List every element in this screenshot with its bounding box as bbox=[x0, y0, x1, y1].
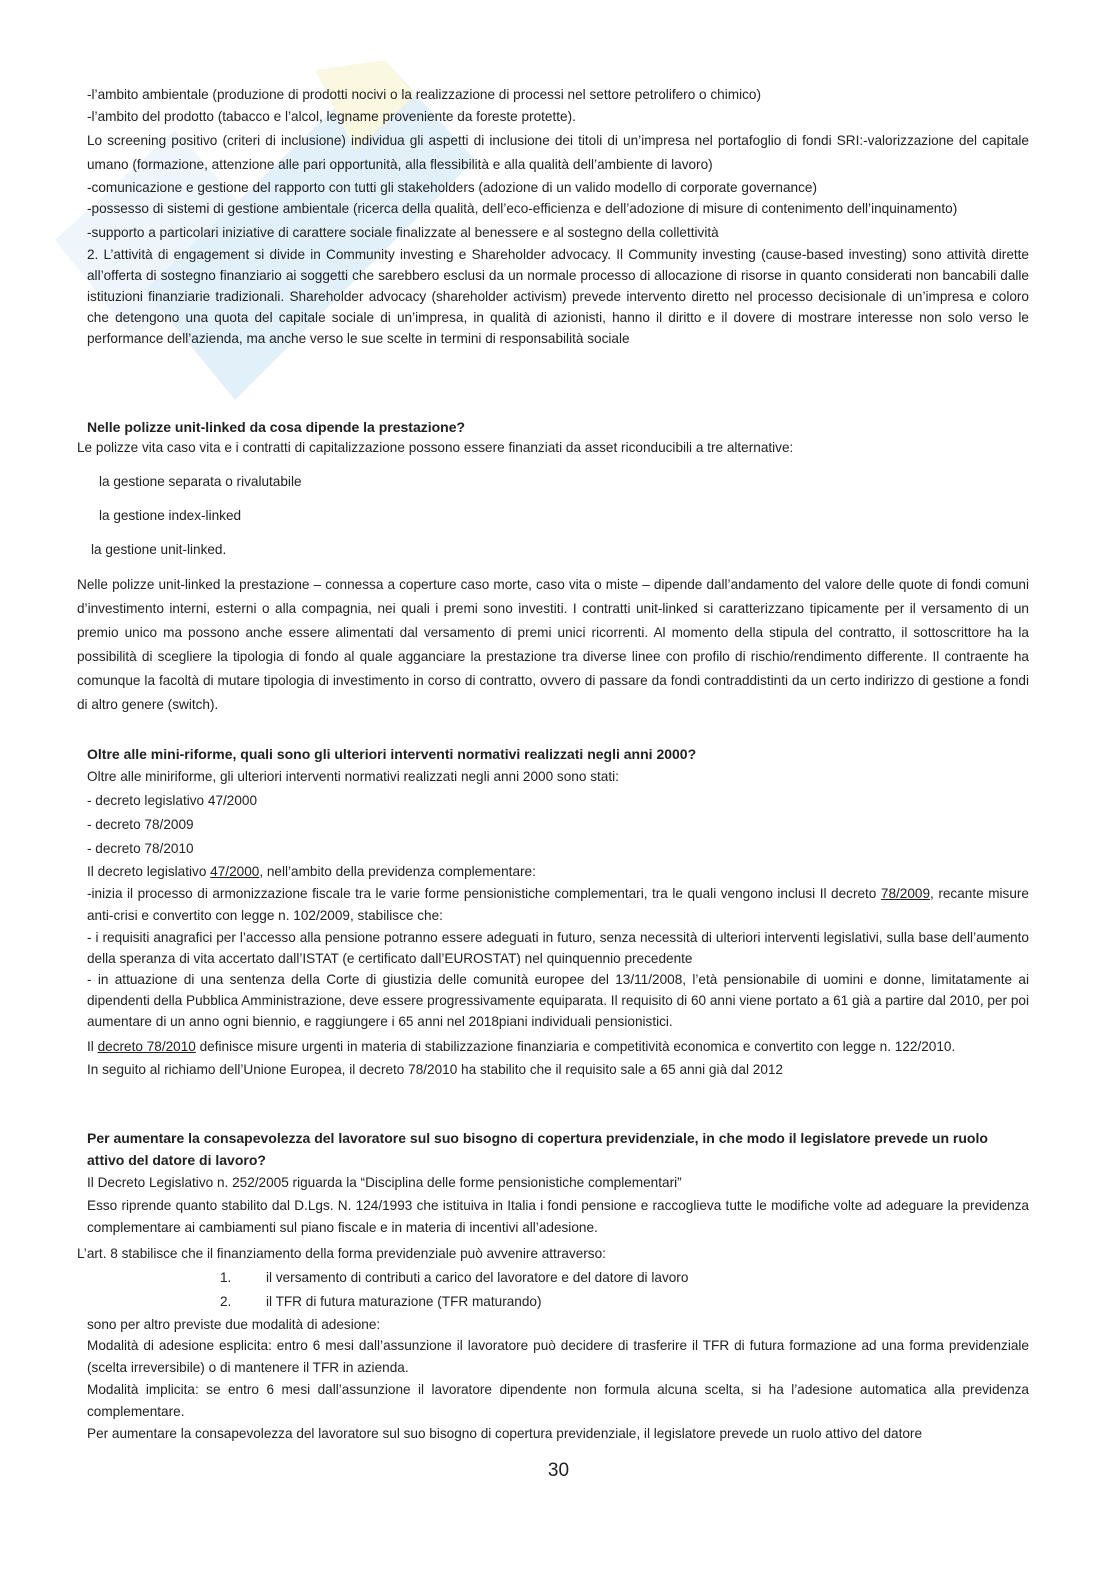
paragraph: Lo screening positivo (criteri di inclusione) individua gli aspetti di inclusione dei titoli di un’impresa nel portafoglio di fondi SRI:-valorizzazione del capitale umano (formazione, attenzione alle pari opportunità, alla flessibilità e alla qualità dell’ambiente di lavoro) bbox=[87, 133, 1029, 172]
paragraph: Oltre alle miniriforme, gli ulteriori interventi normativi realizzati negli anni 2000 sono stati: bbox=[87, 769, 619, 784]
paragraph: -l’ambito ambientale (produzione di prodotti nocivi o la realizzazione di processi nel settore petrolifero o chimico) bbox=[87, 87, 761, 102]
paragraph: -l’ambito del prodotto (tabacco e l’alcol, legname proveniente da foreste protette). bbox=[87, 109, 576, 124]
paragraph: sono per altro previste due modalità di adesione: bbox=[87, 1317, 381, 1332]
paragraph: Esso riprende quanto stabilito dal D.Lgs. N. 124/1993 che istituiva in Italia i fondi pensione e raccoglieva tutte le modifiche volte ad adeguare la previdenza complementare ai cambiamenti sul piano fiscale e in materia di incentivi all’adesione. bbox=[87, 1198, 1029, 1235]
list-item: - decreto 78/2009 bbox=[87, 817, 194, 832]
paragraph: -possesso di sistemi di gestione ambientale (ricerca della qualità, dell’eco-efficienza e dell’adozione di misure di contenimento dell’inquinamento) bbox=[87, 201, 958, 216]
paragraph: Nelle polizze unit-linked la prestazione – connessa a coperture caso morte, caso vita o miste – dipende dall’andamento del valore delle quote di fondi comuni d’investimento interni, esterni o alla compagnia, nei quali i premi sono investiti. I contratti unit-linked si caratterizzano tipicamente per il versamento di un premio unico ma possono anche essere alimentati dal versamento di premi unici ricorrenti. Al momento della stipula del contratto, il sottoscrittore ha la possibilità di scegliere la tipologia di fondo al quale agganciare la prestazione tra diverse linee con profilo di rischio/rendimento differente. Il contraente ha comunque la facoltà di mutare tipologia di investimento in corso di contratto, ovvero di passare da fondi contraddistinti da un certo indirizzo di gestione a fondi di altro genere (switch). bbox=[77, 577, 1029, 712]
paragraph: -comunicazione e gestione del rapporto con tutti gli stakeholders (adozione di un valido modello di corporate governance) bbox=[87, 180, 817, 195]
paragraph: 2. L’attività di engagement si divide in Community investing e Shareholder advocacy. Il Community investing (cause-based investing) sono attività dirette all’offerta di sostegno finanziario ai soggetti che sarebbero esclusi da un normale processo di allocazione di risorse in quanto considerati non bancabili dalle istituzioni finanziarie tradizionali. Shareholder advocacy (shareholder activism) prevede intervento diretto nel processo decisionale di un’impresa e coloro che detengono una quota del capitale sociale di un’impresa, in qualità di azionisti, hanno il diritto e il dovere di mostrare interesse non solo verso le performance dell’azienda, ma anche verso le sue scelte in termini di responsabilità sociale bbox=[87, 246, 1029, 346]
link-decreto-47-2000[interactable]: 47/2000 bbox=[210, 864, 260, 879]
section-heading: Oltre alle mini-riforme, quali sono gli ulteriori interventi normativi realizzati negli anni 2000? bbox=[87, 746, 697, 762]
list-item: la gestione unit-linked. bbox=[91, 542, 227, 557]
paragraph: Modalità implicita: se entro 6 mesi dall’assunzione il lavoratore dipendente non formula alcuna scelta, si ha l’adesione automatica alla previdenza complementare. bbox=[87, 1382, 1029, 1419]
list-item: la gestione separata o rivalutabile bbox=[99, 474, 302, 489]
paragraph: - i requisiti anagrafici per l’accesso alla pensione potranno essere adeguati in futuro, senza necessità di ulteriori interventi legislativi, sulla base dell’aumento della speranza di vita accertato dall’ISTAT (e certificato dall’EUROSTAT) nel quinquennio precedente bbox=[87, 930, 1029, 966]
section-heading: Per aumentare la consapevolezza del lavoratore sul suo bisogno di copertura previdenziale, in che modo il legislatore prevede un ruolo attivo del datore di lavoro? bbox=[87, 1130, 988, 1168]
paragraph: In seguito al richiamo dell’Unione Europea, il decreto 78/2010 ha stabilito che il requisito sale a 65 anni già dal 2012 bbox=[87, 1062, 783, 1077]
link-decreto-78-2009[interactable]: 78/2009 bbox=[880, 886, 931, 901]
list-item: - decreto legislativo 47/2000 bbox=[87, 793, 258, 808]
section-datore-lavoro bbox=[87, 1127, 1029, 1239]
text-block-sri bbox=[87, 84, 1029, 349]
paragraph: Modalità di adesione esplicita: entro 6 mesi dall’assunzione il lavoratore può decidere di trasferire il TFR di futura formazione ad una forma previdenziale (scelta irreversibile) o di mantenere il TFR in azienda. bbox=[87, 1338, 1029, 1375]
list-item: - decreto 78/2010 bbox=[87, 841, 194, 856]
section-unit-linked-body bbox=[77, 437, 1029, 717]
paragraph: -inizia il processo di armonizzazione fiscale tra le varie forme pensionistiche complementari, tra le quali vengono inclusi Il decreto 78/2009, recante misure anti-crisi e convertito con legge n. 102/2009, stabilisce che: bbox=[87, 886, 1029, 923]
section-interventi-normativi bbox=[87, 743, 1029, 1082]
list-item: 1. il versamento di contributi a carico del lavoratore e del datore di lavoro bbox=[220, 1270, 689, 1285]
paragraph: Le polizze vita caso vita e i contratti di capitalizzazione possono essere finanziati da asset riconducibili a tre alternative: bbox=[77, 440, 794, 455]
list-item: la gestione index-linked bbox=[99, 508, 242, 523]
section-unit-linked bbox=[87, 416, 1029, 438]
paragraph: Il decreto 78/2010 definisce misure urgenti in materia di stabilizzazione finanziaria e competitività economica e convertito con legge n. 122/2010. bbox=[87, 1039, 956, 1054]
link-decreto-78-2010[interactable]: decreto 78/2010 bbox=[97, 1039, 196, 1054]
page-number: 30 bbox=[547, 1460, 570, 1481]
paragraph: Il Decreto Legislativo n. 252/2005 riguarda la “Disciplina delle forme pensionistiche complementari” bbox=[87, 1175, 682, 1190]
paragraph: -supporto a particolari iniziative di carattere sociale finalizzate al benessere e al sostegno della collettività bbox=[87, 224, 719, 240]
paragraph: L’art. 8 stabilisce che il finanziamento della forma previdenziale può avvenire attraverso: bbox=[77, 1246, 606, 1261]
section-heading: Nelle polizze unit-linked da cosa dipende la prestazione? bbox=[87, 419, 466, 435]
section-datore-lavoro-tail bbox=[87, 1314, 1029, 1444]
paragraph: Per aumentare la consapevolezza del lavoratore sul suo bisogno di copertura previdenziale, il legislatore prevede un ruolo attivo del datore bbox=[87, 1426, 923, 1441]
paragraph: Il decreto legislativo 47/2000, nell’ambito della previdenza complementare: bbox=[87, 864, 536, 879]
section-datore-lavoro-cont bbox=[77, 1242, 1029, 1314]
paragraph: - in attuazione di una sentenza della Corte di giustizia delle comunità europee del 13/11/2008, l’età pensionabile di uomini e donne, limitatamente ai dipendenti della Pubblica Amministrazione, deve essere progressivamente equiparata. Il requisito di 60 anni viene portato a 61 già a partire dal 2010, per poi aumentare di un anno ogni biennio, e raggiungere i 65 anni nel 2018piani individuali pensionistici. bbox=[87, 972, 1029, 1029]
list-item: 2. il TFR di futura maturazione (TFR maturando) bbox=[220, 1294, 542, 1309]
